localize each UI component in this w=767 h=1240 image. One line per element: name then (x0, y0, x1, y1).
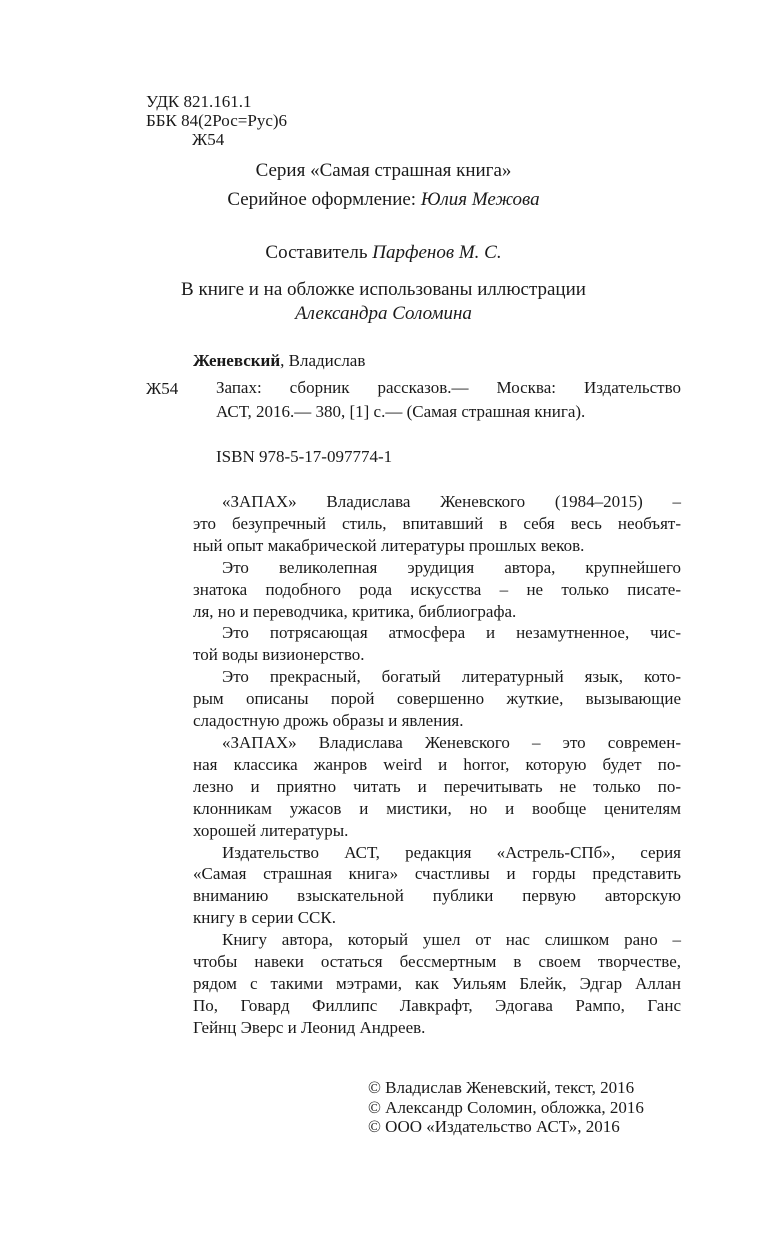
isbn: ISBN 978-5-17-097774-1 (216, 447, 393, 466)
annotation-line: «ЗАПАХ» Владислава Женевского – это современ- (222, 732, 681, 752)
annotation-paragraph (193, 622, 681, 666)
copyright-text: © Владислав Женевский, текст, 2016 (368, 1078, 635, 1097)
annotation-paragraph (193, 557, 681, 623)
compiler-name: Парфенов М. С. (372, 242, 502, 263)
annotation-line: По, Говард Филлипс Лавкрафт, Эдогава Рампо, Ганс (193, 995, 681, 1015)
copyright-cover: © Александр Соломин, обложка, 2016 (368, 1098, 644, 1117)
annotation-line: Издательство АСТ, редакция «Астрель-СПб», серия (222, 842, 681, 862)
annotation-paragraph (193, 491, 681, 557)
annotation-line: Книгу автора, который ушел от нас слишком рано – (222, 930, 681, 950)
author-mark: Ж54 (192, 130, 225, 149)
series-design (0, 189, 767, 211)
bib-description (216, 376, 681, 424)
annotation-line: Это великолепная эрудиция автора, крупнейшего (222, 557, 681, 577)
series-line: Серия «Самая страшная книга» (255, 160, 512, 181)
annotation-paragraph (193, 732, 681, 842)
annotation-line: «ЗАПАХ» Владислава Женевского (1984–2015) – (222, 492, 681, 511)
annotation-paragraph (193, 666, 681, 732)
udk-code: УДК 821.161.1 (146, 92, 252, 111)
annotation-line: клонникам ужасов и мистики, но и вообще ценителям (193, 798, 681, 818)
annotation-line: лезно и приятно читать и перечитывать не только по- (193, 776, 681, 796)
bib-author-rest: , Владислав (280, 351, 366, 370)
bib-description-line: Запах: сборник рассказов.— Москва: Издательство (216, 378, 681, 397)
annotation (193, 491, 681, 1039)
bib-author-surname: Женевский (193, 351, 281, 370)
annotation-line: рядом с такими мэтрами, как Уильям Блейк, Эдгар Аллан (193, 973, 681, 993)
annotation-paragraph (193, 842, 681, 930)
compiler-line (0, 242, 767, 264)
series-design-label: Серийное оформление: (227, 189, 421, 210)
annotation-line: книгу в серии ССК. (193, 908, 336, 928)
bib-mark: Ж54 (146, 379, 179, 398)
compiler-label: Составитель (265, 242, 373, 263)
bib-description-line: АСТ, 2016.— 380, [1] с.— (Самая страшная книга). (216, 402, 586, 421)
annotation-line: ный опыт макабрической литературы прошлых веков. (193, 535, 585, 555)
annotation-line: Это потрясающая атмосфера и незамутненное, чис- (222, 623, 681, 643)
illustrations-line: В книге и на обложке использованы иллюстрации (181, 279, 586, 300)
annotation-line: Гейнц Эверс и Леонид Андреев. (193, 1017, 426, 1037)
bib-author (193, 351, 365, 371)
bbk-code: ББК 84(2Рос=Рус)6 (146, 111, 288, 130)
annotation-paragraph (193, 929, 681, 1039)
series-design-name: Юлия Межова (420, 189, 540, 210)
annotation-line: это безупречный стиль, впитавший в себя весь необъят- (193, 513, 681, 533)
annotation-line: вниманию взыскательной публики первую авторскую (193, 886, 681, 906)
annotation-line: Это прекрасный, богатый литературный язык, кото- (222, 667, 681, 687)
copyright-publisher: © ООО «Издательство АСТ», 2016 (368, 1117, 620, 1136)
annotation-line: той воды визионерство. (193, 645, 365, 665)
annotation-line: «Самая страшная книга» счастливы и горды представить (193, 864, 681, 884)
annotation-line: ная классика жанров weird и horror, которую будет по- (193, 754, 681, 774)
annotation-line: знатока подобного рода искусства – не только писате- (193, 579, 681, 599)
annotation-line: сладостную дрожь образы и явления. (193, 711, 464, 731)
illustrator-name: Александра Соломина (295, 303, 472, 324)
annotation-line: рым описаны порой совершенно жуткие, вызывающие (193, 689, 681, 709)
annotation-line: чтобы навеки остаться бессмертным в своем творчестве, (193, 952, 681, 972)
annotation-line: хорошей литературы. (193, 820, 349, 840)
annotation-line: ля, но и переводчика, критика, библиографа. (193, 601, 517, 621)
